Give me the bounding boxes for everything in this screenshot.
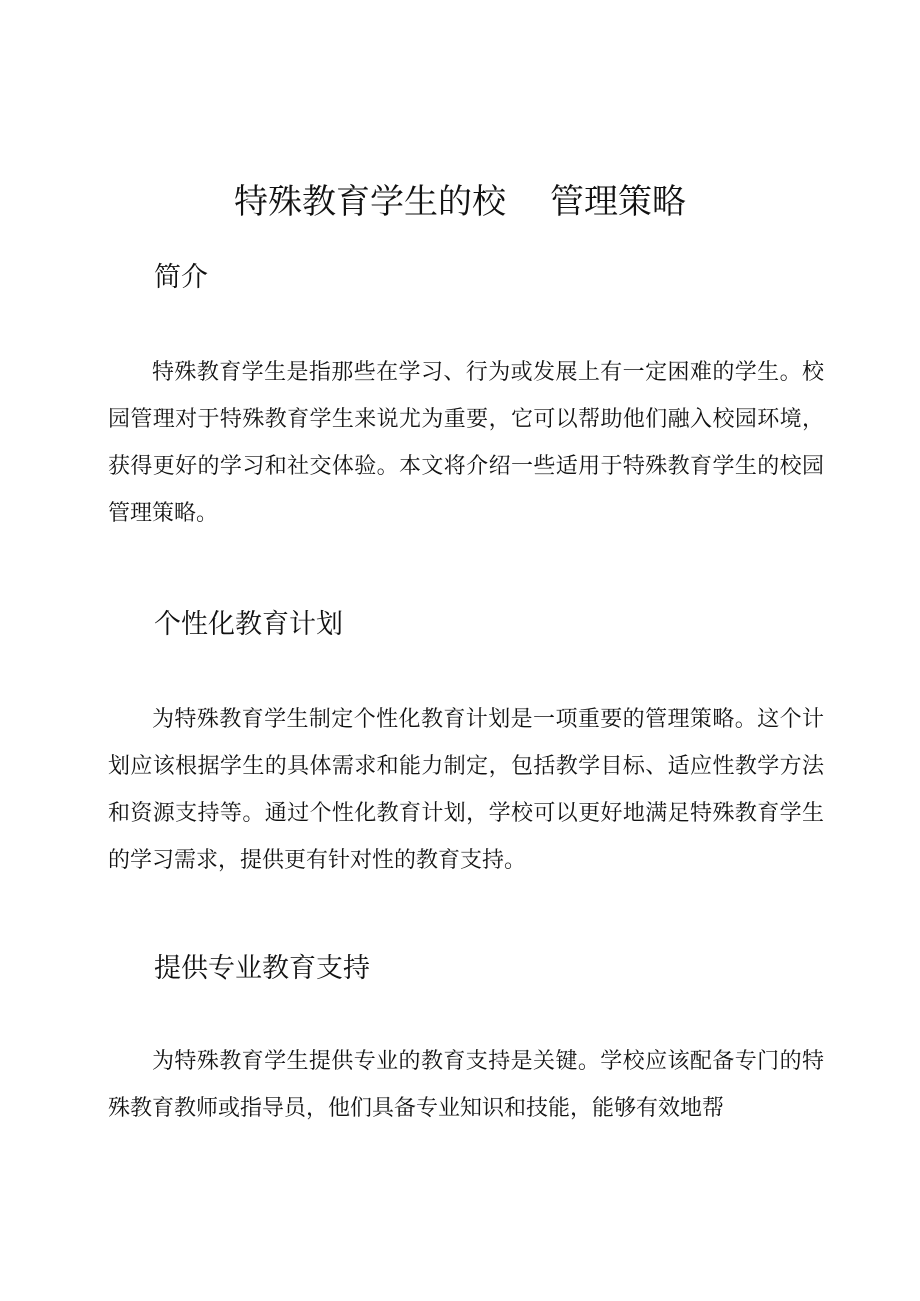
section-heading-professional-support: 提供专业教育支持: [154, 953, 370, 984]
section-paragraph-personalized-plan: 为特殊教育学生制定个性化教育计划是一项重要的管理策略。这个计划应该根据学生的具体需求和能力制定，包括教学目标、适应性教学方法和资源支持等。通过个性化教育计划，学校可以更好地满足特殊教育学生的学习需求，提供更有针对性的教育支持。: [108, 707, 824, 873]
section-paragraph-professional-support: 为特殊教育学生提供专业的教育支持是关键。学校应该配备专门的特殊教育教师或指导员，他们具备专业知识和技能，能够有效地帮: [108, 1049, 824, 1121]
section-paragraph-intro: 特殊教育学生是指那些在学习、行为或发展上有一定困难的学生。校园管理对于特殊教育学生来说尤为重要，它可以帮助他们融入校园环境，获得更好的学习和社交体验。本文将介绍一些适用于特殊教育学生的校园管理策略。: [108, 360, 824, 526]
document-title: [0, 178, 920, 226]
title-part-2: 管理策略: [550, 182, 686, 222]
section-heading-personalized-plan: 个性化教育计划: [154, 609, 343, 640]
title-part-1: 特殊教育学生的校: [234, 182, 506, 222]
section-heading-intro: 简介: [154, 262, 208, 293]
